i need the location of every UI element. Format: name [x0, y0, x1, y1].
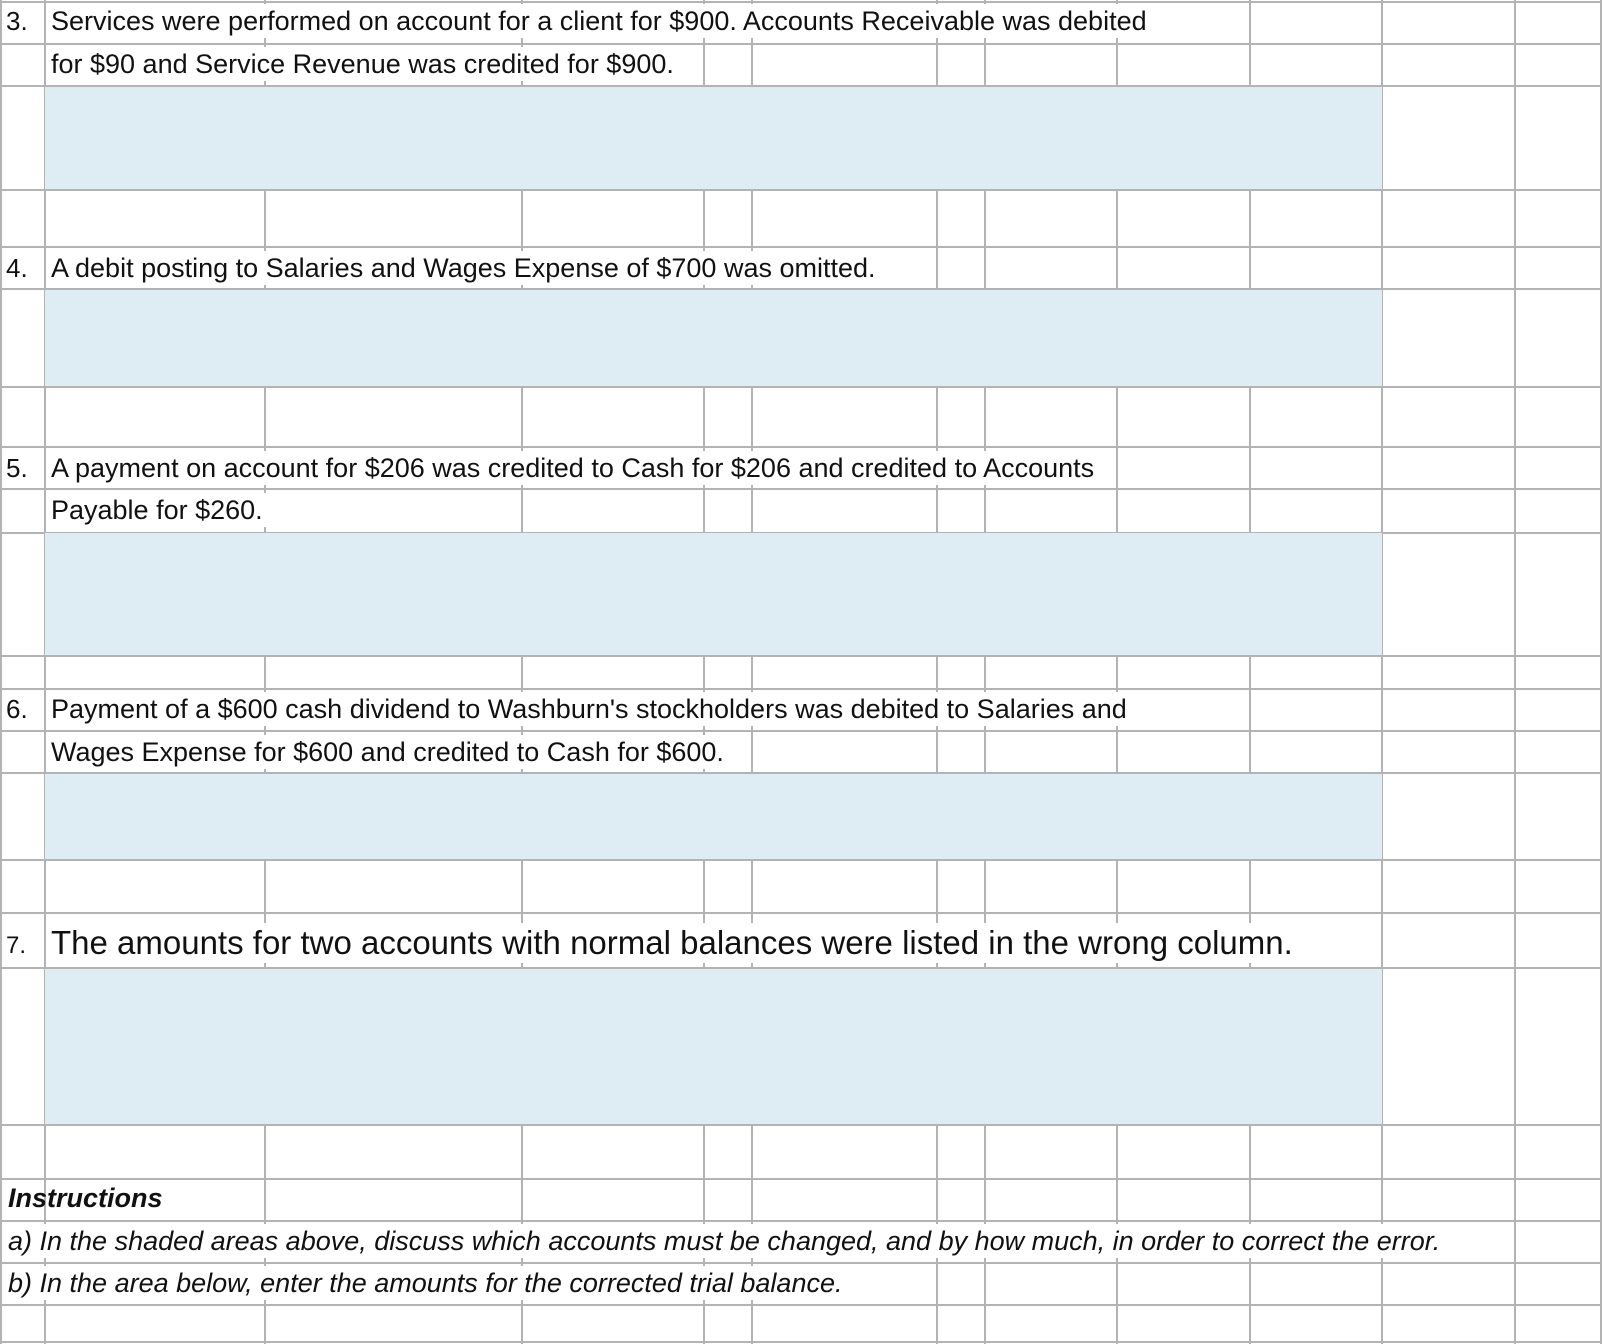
- answer-area-7[interactable]: [45, 969, 1382, 1124]
- item-text-line: A debit posting to Salaries and Wages Expense of $700 was omitted.: [51, 251, 882, 285]
- item-text-line: Payable for $260.: [51, 493, 269, 527]
- item-number: 6.: [6, 694, 28, 724]
- item-text-line: Payment of a $600 cash dividend to Washburn's stockholders was debited to Salaries and: [51, 692, 1133, 726]
- item-text-line: A payment on account for $206 was credited to Cash for $206 and credited to Accounts: [51, 451, 1100, 485]
- answer-area-3[interactable]: [45, 87, 1382, 189]
- instructions-heading: Instructions: [8, 1183, 163, 1213]
- item-text-line: The amounts for two accounts with normal balances were listed in the wrong column.: [51, 923, 1299, 963]
- item-text-line: for $90 and Service Revenue was credited for $900.: [51, 47, 680, 81]
- item-number: 7.: [6, 932, 27, 959]
- answer-area-6[interactable]: [45, 774, 1382, 859]
- item-number: 5.: [6, 453, 28, 483]
- answer-area-4[interactable]: [45, 290, 1382, 386]
- instruction-a: a) In the shaded areas above, discuss which accounts must be changed, and by how much, in order to correct the error.: [8, 1224, 1446, 1258]
- item-text-line: Wages Expense for $600 and credited to Cash for $600.: [51, 735, 730, 769]
- answer-area-5[interactable]: [45, 533, 1382, 655]
- item-number: 4.: [6, 253, 28, 283]
- item-number: 3.: [6, 6, 28, 36]
- item-text-line: Services were performed on account for a client for $900. Accounts Receivable was debited: [51, 4, 1153, 38]
- instruction-b: b) In the area below, enter the amounts for the corrected trial balance.: [8, 1266, 848, 1300]
